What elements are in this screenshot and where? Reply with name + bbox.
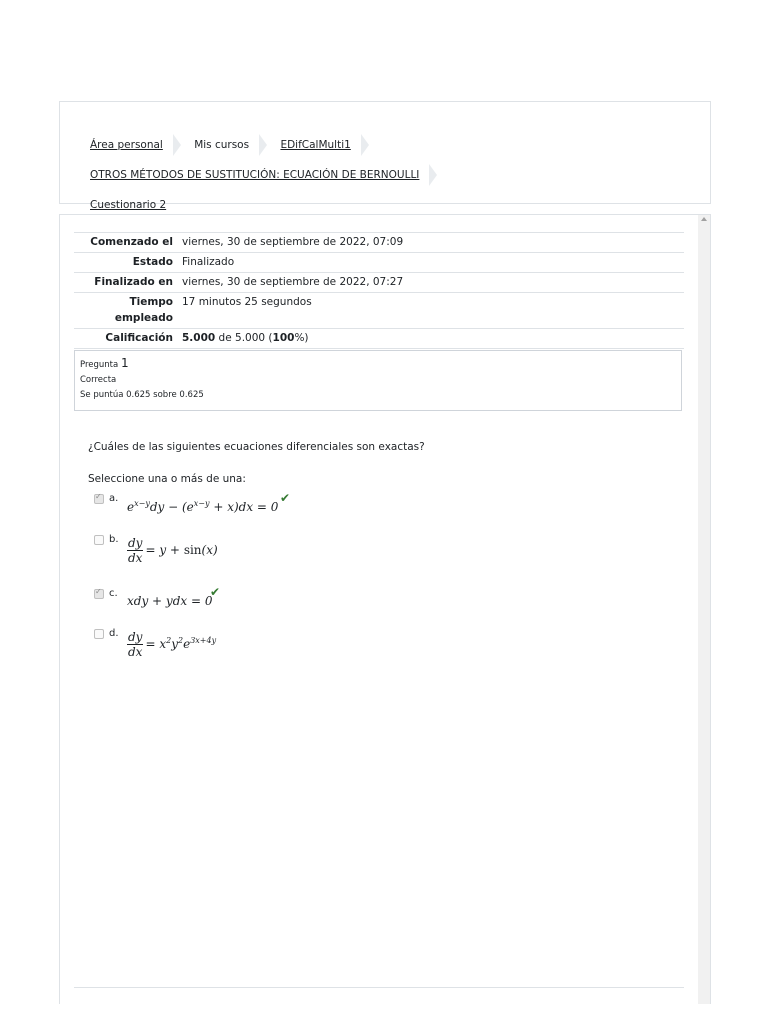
finished-value: viernes, 30 de septiembre de 2022, 07:27 <box>182 273 684 293</box>
breadcrumb-separator-icon <box>429 164 437 186</box>
breadcrumb-item-course[interactable]: EDifCalMulti1 <box>280 139 351 151</box>
attempt-summary-table <box>74 232 684 349</box>
table-row <box>74 233 684 253</box>
answer-prompt: Seleccione una o más de una: <box>88 473 246 485</box>
breadcrumb-item-quiz[interactable]: Cuestionario 2 <box>90 199 167 211</box>
question-score: Se puntúa 0.625 sobre 0.625 <box>80 390 204 400</box>
equation-c: xdy + ydx = 0 <box>127 594 213 608</box>
breadcrumb <box>90 130 690 220</box>
question-number: Pregunta 1 <box>80 356 129 370</box>
table-row <box>74 293 684 329</box>
state-value: Finalizado <box>182 253 684 273</box>
option-letter: c. <box>109 588 118 599</box>
option-letter: d. <box>109 628 119 639</box>
breadcrumb-separator-icon <box>173 134 181 156</box>
checkbox-icon[interactable] <box>94 535 104 545</box>
check-icon: ✔ <box>210 585 221 599</box>
breadcrumb-separator-icon <box>361 134 369 156</box>
option-letter: a. <box>109 493 119 504</box>
started-label: Comenzado el <box>74 233 182 253</box>
breadcrumb-separator-icon <box>259 134 267 156</box>
checkbox-icon[interactable] <box>94 494 104 504</box>
check-icon: ✔ <box>280 491 291 505</box>
breadcrumb-item-area-personal[interactable]: Área personal <box>90 139 163 151</box>
equation-b: $\frac{dy}{dx}$ = y + sin(x) <box>128 536 218 565</box>
question-text: ¿Cuáles de las siguientes ecuaciones diferenciales son exactas? <box>88 441 425 453</box>
quiz-review-panel <box>59 214 711 1004</box>
scrollbar[interactable] <box>698 215 710 1004</box>
breadcrumb-item-mis-cursos: Mis cursos <box>194 139 250 151</box>
equation-d: $\frac{dy}{dx}$ = $x^2y^2e^{3x+4y}$ <box>128 630 217 659</box>
started-value: viernes, 30 de septiembre de 2022, 07:09 <box>182 233 684 253</box>
scroll-up-icon[interactable] <box>701 217 707 221</box>
breadcrumb-panel <box>59 101 711 211</box>
equation-a: $e^{x-y}dy - (e^{x-y} + x)dx = 0$ <box>127 499 279 514</box>
table-row <box>74 253 684 273</box>
checkbox-icon[interactable] <box>94 589 104 599</box>
divider <box>74 987 684 988</box>
option-letter: b. <box>109 534 119 545</box>
table-row <box>74 273 684 293</box>
time-label: Tiempo empleado <box>74 293 182 329</box>
checkbox-icon[interactable] <box>94 629 104 639</box>
finished-label: Finalizado en <box>74 273 182 293</box>
question-info-box <box>74 350 682 411</box>
time-value: 17 minutos 25 segundos <box>182 293 684 329</box>
table-row <box>74 329 684 349</box>
grade-value: 5.000 de 5.000 (100%) <box>182 329 684 349</box>
question-status: Correcta <box>80 375 117 385</box>
state-label: Estado <box>74 253 182 273</box>
breadcrumb-item-section[interactable]: OTROS MÉTODOS DE SUSTITUCIÓN: ECUACIÓN DE BERNOULLI <box>90 169 420 181</box>
grade-label: Calificación <box>74 329 182 349</box>
